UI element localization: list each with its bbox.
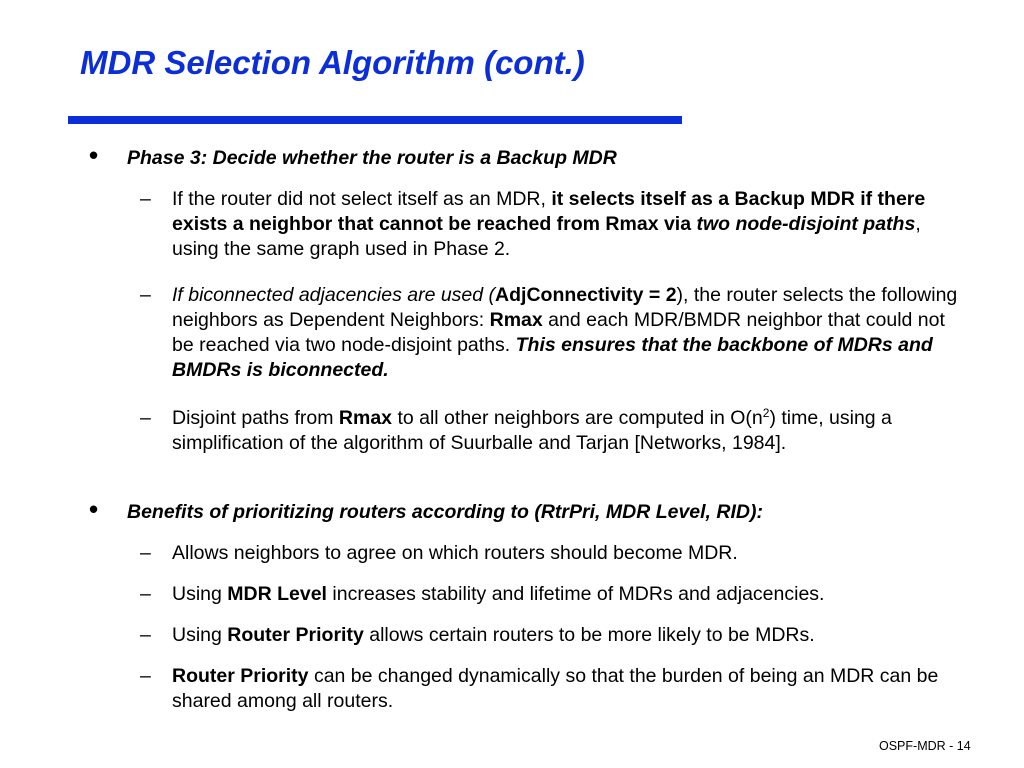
subbullet-marker: –	[140, 665, 151, 687]
subbullet-marker: –	[140, 188, 151, 210]
subbullet-text: Using	[172, 583, 228, 605]
subbullet-text: and each MDR/BMDR neighbor that could not be reached via two node-disjoint paths.	[172, 309, 945, 356]
subbullet-bold-text: it selects itself as a Backup MDR if there exists a neighbor that cannot be reached from Rmax via	[172, 188, 926, 235]
subbullet-marker: –	[140, 542, 151, 564]
bullet-benefits	[89, 494, 987, 525]
subbullet-bold-italic-text: two node-disjoint paths	[696, 213, 916, 235]
bullet-marker: •	[89, 140, 99, 170]
subbullet-priority-dynamic	[140, 664, 962, 714]
subbullet-bold-text: Rmax	[338, 407, 393, 429]
subbullet-bold-text: Rmax	[489, 309, 543, 331]
subbullet-text: Allows neighbors to agree on which routers should become MDR.	[172, 542, 738, 564]
subbullet-disjoint-paths	[140, 406, 962, 456]
subbullet-italic-text: If biconnected adjacencies are used (	[172, 284, 496, 306]
subbullet-bold-text: Router Priority	[227, 624, 364, 646]
bullet-text: Phase 3: Decide whether the router is a Backup MDR	[127, 147, 617, 169]
subbullet-bold-text: MDR Level	[227, 583, 327, 605]
subbullet-text: to all other neighbors are computed in O(n	[392, 407, 763, 429]
subbullet-text: increases stability and lifetime of MDRs and adjacencies.	[326, 583, 825, 605]
subbullet-text: If the router did not select itself as an MDR,	[172, 188, 552, 210]
subbullet-marker: –	[140, 583, 151, 605]
subbullet-mdr-level	[140, 582, 962, 607]
subbullet-text: Disjoint paths from	[172, 407, 339, 429]
subbullet-bold-text: AdjConnectivity = 2	[495, 284, 677, 306]
subbullet-text: ) time, using a simplification of the algorithm of Suurballe and Tarjan [Networks, 1984].	[172, 407, 892, 454]
subbullet-router-priority	[140, 623, 962, 648]
subbullet-backup-mdr-condition	[140, 187, 962, 262]
subbullet-text: , using the same graph used in Phase 2.	[172, 213, 921, 260]
subbullet-bold-italic-text: This ensures that the backbone of MDRs and BMDRs is biconnected.	[172, 334, 933, 381]
subbullet-marker: –	[140, 407, 151, 429]
subbullet-bold-text: Router Priority	[172, 665, 309, 687]
subbullet-marker: –	[140, 284, 151, 306]
slide-footer: OSPF-MDR - 14	[879, 739, 971, 753]
subbullet-biconnected-adjacencies	[140, 283, 962, 383]
bullet-marker: •	[89, 494, 99, 524]
subbullet-text: allows certain routers to be more likely to be MDRs.	[363, 624, 815, 646]
superscript: 2	[762, 406, 770, 420]
subbullet-marker: –	[140, 624, 151, 646]
title-underline	[68, 116, 682, 124]
subbullet-agree-on-mdr	[140, 541, 962, 566]
bullet-text: Benefits of prioritizing routers according to (RtrPri, MDR Level, RID):	[127, 501, 763, 523]
subbullet-text: Using	[172, 624, 228, 646]
subbullet-text: ), the router selects the following neighbors as Dependent Neighbors:	[172, 284, 958, 331]
subbullet-text: can be changed dynamically so that the burden of being an MDR can be shared among all routers.	[172, 665, 939, 712]
slide-title: MDR Selection Algorithm (cont.)	[80, 44, 585, 81]
bullet-phase-3	[89, 140, 987, 171]
